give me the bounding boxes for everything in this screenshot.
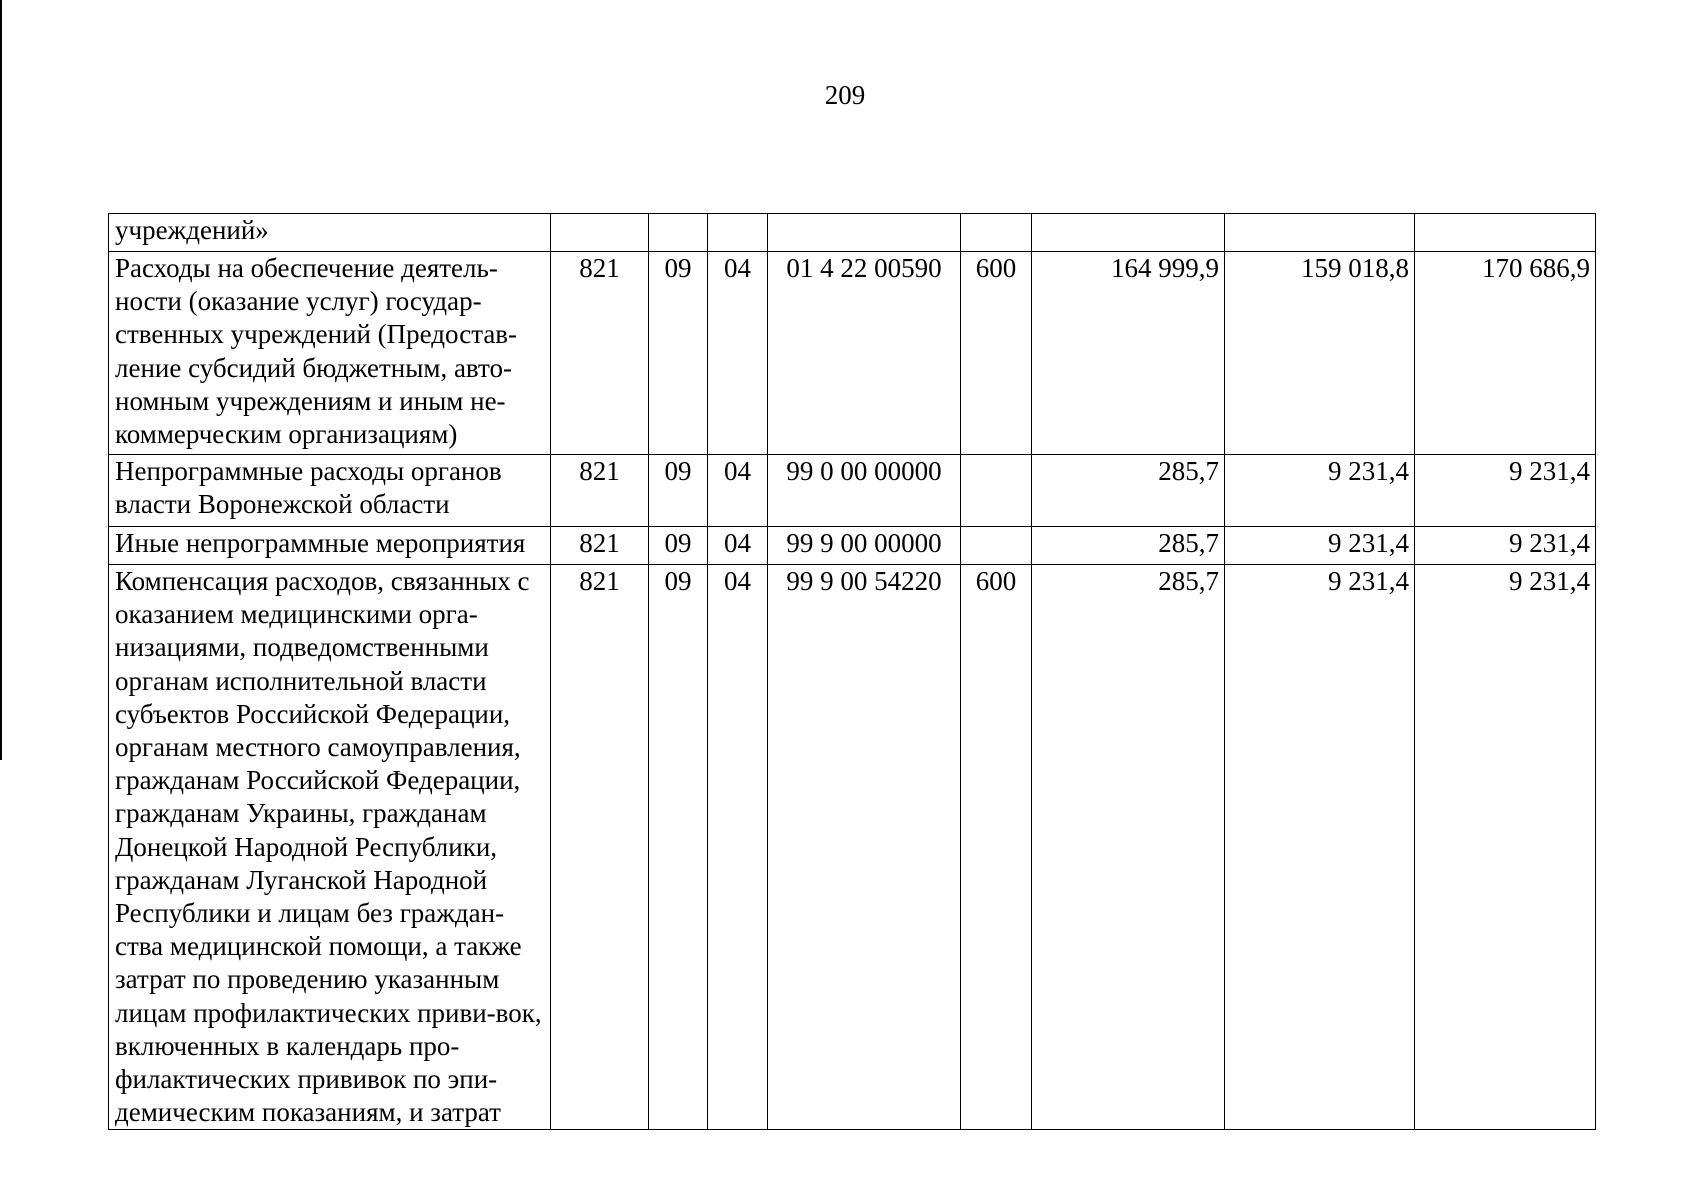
page-number: 209 — [824, 80, 866, 110]
ved-cell: 821 — [551, 565, 649, 1130]
sum-3-cell: 9 231,4 — [1415, 527, 1596, 565]
rz-cell — [649, 214, 708, 252]
csr-cell — [768, 214, 961, 252]
csr-cell: 01 4 22 00590 — [768, 252, 961, 455]
left-margin-rule — [0, 0, 2, 760]
row-name-cell: Расходы на обеспечение деятель-ности (оказание услуг) государ-ственных учреждений (Предостав-ление субсидий бюджетным, авто-номным учреждениям и иным не-коммерческим организациям) — [109, 252, 551, 455]
sum-3-cell: 9 231,4 — [1415, 565, 1596, 1130]
budget-table — [108, 213, 1596, 1130]
sum-1-cell — [1032, 214, 1225, 252]
rz-cell: 09 — [649, 527, 708, 565]
sum-2-cell — [1225, 214, 1415, 252]
sum-1-cell: 285,7 — [1032, 455, 1225, 527]
vr-cell: 600 — [961, 565, 1032, 1130]
csr-cell: 99 9 00 54220 — [768, 565, 961, 1130]
sum-2-cell: 9 231,4 — [1225, 455, 1415, 527]
table-row — [109, 455, 1596, 527]
pr-cell: 04 — [708, 455, 768, 527]
pr-cell — [708, 214, 768, 252]
ved-cell: 821 — [551, 455, 649, 527]
vr-cell — [961, 214, 1032, 252]
row-name-cell: Компенсация расходов, связанных с оказанием медицинскими орга-низациями, подведомственными органам исполнительной власти субъектов Российской Федерации, органам местного самоуправления, гражданам Российской Федерации, гражданам Украины, гражданам Донецкой Народной Республики, гражданам Луганской Народной Республики и лицам без граждан-ства медицинской помощи, а также затрат по проведению указанным лицам профилактических приви-вок, включенных в календарь про-филактических прививок по эпи-демическим показаниям, и затрат — [109, 565, 551, 1130]
table-row — [109, 527, 1596, 565]
rz-cell: 09 — [649, 455, 708, 527]
row-name-cell: Непрограммные расходы органов власти Воронежской области — [109, 455, 551, 527]
table-row — [109, 252, 1596, 455]
csr-cell: 99 0 00 00000 — [768, 455, 961, 527]
row-name-cell: учреждений» — [109, 214, 551, 252]
sum-2-cell: 9 231,4 — [1225, 527, 1415, 565]
vr-cell — [961, 527, 1032, 565]
sum-1-cell: 285,7 — [1032, 565, 1225, 1130]
vr-cell: 600 — [961, 252, 1032, 455]
ved-cell: 821 — [551, 252, 649, 455]
pr-cell: 04 — [708, 565, 768, 1130]
table-row — [109, 214, 1596, 252]
ved-cell — [551, 214, 649, 252]
sum-3-cell: 9 231,4 — [1415, 455, 1596, 527]
vr-cell — [961, 455, 1032, 527]
sum-1-cell: 164 999,9 — [1032, 252, 1225, 455]
table-row — [109, 565, 1596, 1130]
sum-3-cell — [1415, 214, 1596, 252]
row-name-cell: Иные непрограммные мероприятия — [109, 527, 551, 565]
csr-cell: 99 9 00 00000 — [768, 527, 961, 565]
sum-1-cell: 285,7 — [1032, 527, 1225, 565]
rz-cell: 09 — [649, 565, 708, 1130]
pr-cell: 04 — [708, 527, 768, 565]
sum-2-cell: 9 231,4 — [1225, 565, 1415, 1130]
rz-cell: 09 — [649, 252, 708, 455]
sum-2-cell: 159 018,8 — [1225, 252, 1415, 455]
ved-cell: 821 — [551, 527, 649, 565]
pr-cell: 04 — [708, 252, 768, 455]
sum-3-cell: 170 686,9 — [1415, 252, 1596, 455]
